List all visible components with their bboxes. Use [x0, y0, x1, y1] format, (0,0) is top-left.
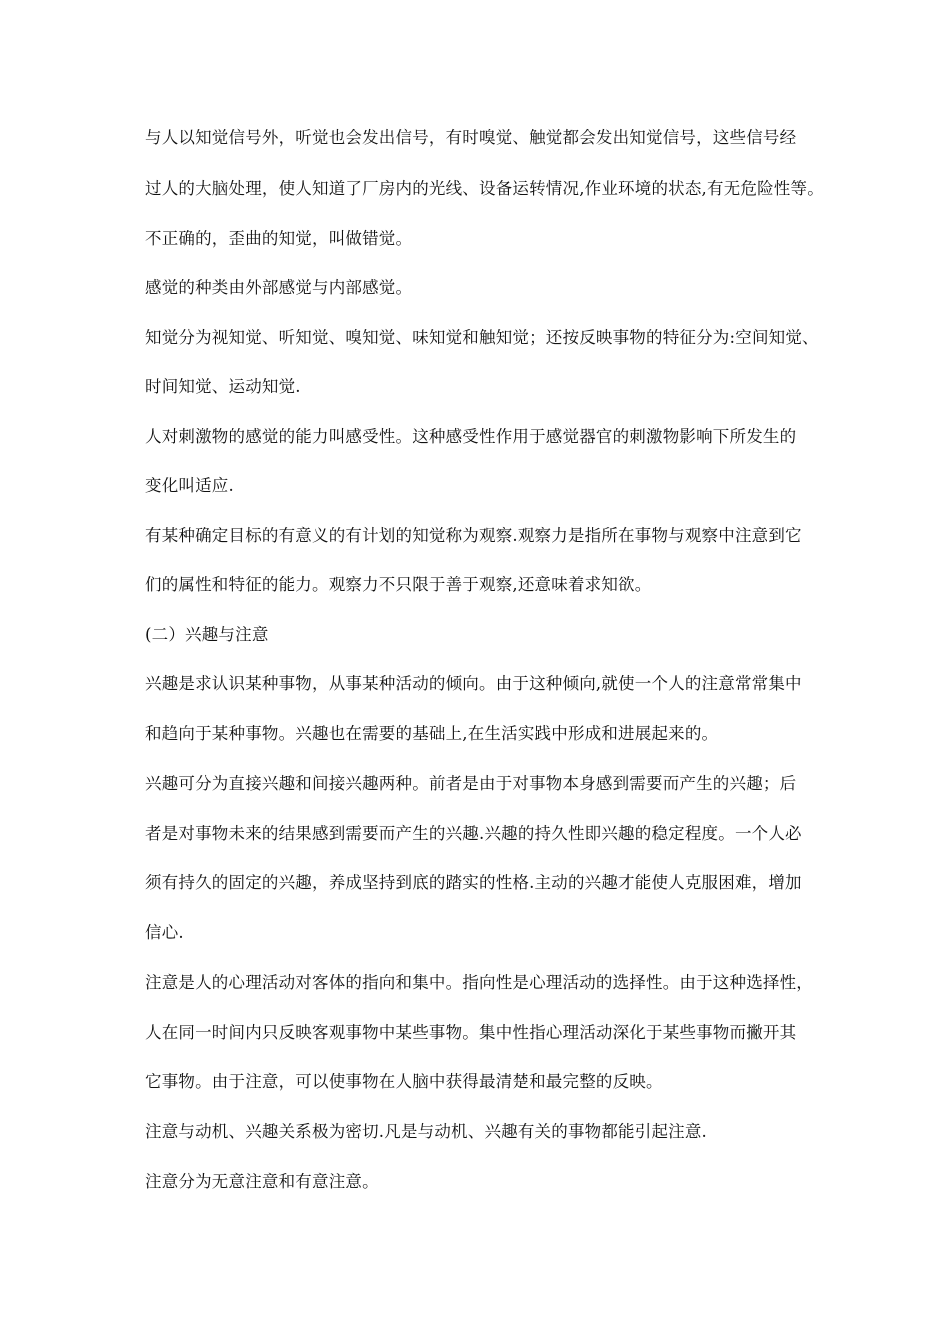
text-line: 们的属性和特征的能力。观察力不只限于善于观察,还意味着求知欲。: [145, 575, 652, 594]
text-line: 者是对事物未来的结果感到需要而产生的兴趣.兴趣的持久性即兴趣的稳定程度。一个人必: [145, 824, 802, 843]
text-line: 人在同一时间内只反映客观事物中某些事物。集中性指心理活动深化于某些事物而撇开其: [145, 1023, 797, 1042]
text-line: 和趋向于某种事物。兴趣也在需要的基础上,在生活实践中形成和进展起来的。: [145, 724, 719, 743]
text-line: 不正确的，歪曲的知觉，叫做错觉。: [145, 229, 413, 248]
text-line: 感觉的种类由外部感觉与内部感觉。: [145, 278, 413, 297]
text-line: 知觉分为视知觉、听知觉、嗅知觉、味知觉和触知觉；还按反映事物的特征分为:空间知觉、: [145, 328, 819, 347]
text-line: 变化叫适应.: [145, 476, 234, 495]
text-line: 它事物。由于注意，可以使事物在人脑中获得最清楚和最完整的反映。: [145, 1072, 663, 1091]
text-line: 时间知觉、运动知觉.: [145, 377, 301, 396]
text-line: 注意是人的心理活动对客体的指向和集中。指向性是心理活动的选择性。由于这种选择性，: [145, 973, 813, 992]
text-line: 兴趣是求认识某种事物，从事某种活动的倾向。由于这种倾向,就使一个人的注意常常集中: [145, 674, 802, 693]
text-line: 人对刺激物的感觉的能力叫感受性。这种感受性作用于感觉器官的刺激物影响下所发生的: [145, 427, 797, 446]
text-line: 过人的大脑处理，使人知道了厂房内的光线、设备运转情况,作业环境的状态,有无危险性等。: [145, 179, 824, 198]
text-line: 兴趣可分为直接兴趣和间接兴趣两种。前者是由于对事物本身感到需要而产生的兴趣；后: [145, 774, 797, 793]
text-line: 注意与动机、兴趣关系极为密切.凡是与动机、兴趣有关的事物都能引起注意.: [145, 1122, 707, 1141]
text-line: 信心.: [145, 923, 184, 942]
text-line: 须有持久的固定的兴趣，养成坚持到底的踏实的性格.主动的兴趣才能使人克服困难，增加: [145, 873, 802, 892]
section-heading: (二）兴趣与注意: [145, 625, 269, 644]
text-line: 有某种确定目标的有意义的有计划的知觉称为观察.观察力是指所在事物与观察中注意到它: [145, 526, 802, 545]
text-line: 注意分为无意注意和有意注意。: [145, 1172, 379, 1191]
text-line: 与人以知觉信号外，听觉也会发出信号，有时嗅觉、触觉都会发出知觉信号，这些信号经: [145, 128, 797, 147]
